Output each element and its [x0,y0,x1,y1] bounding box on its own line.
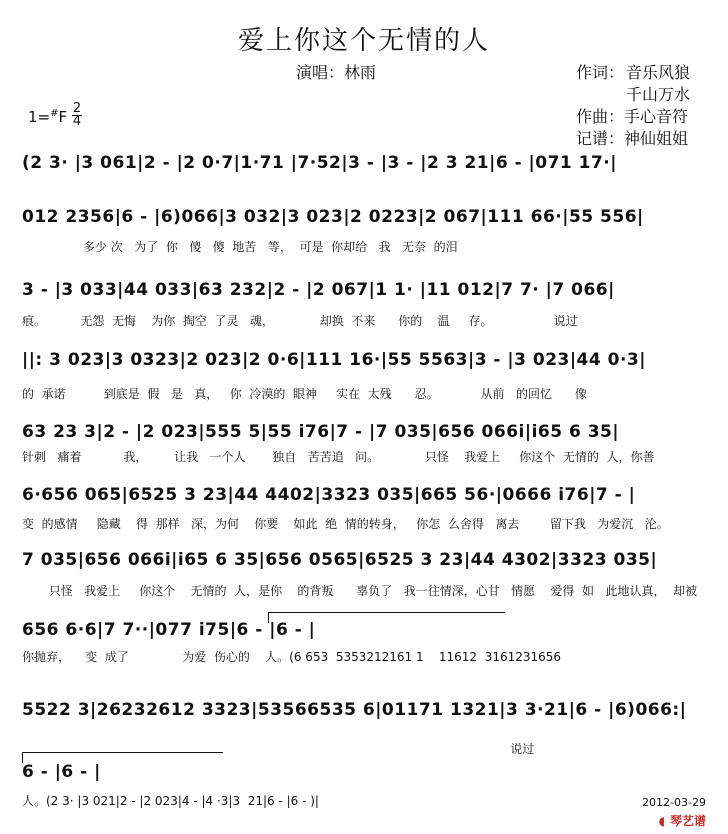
transcriber: 记谱：神仙姐姐 [576,129,689,148]
singer: 演唱：林雨 [296,63,377,82]
logo-icon: ◖ [658,814,666,828]
lyricist-label: 作词： [576,63,625,82]
volta-bracket-1 [268,612,505,623]
key-note: F [58,108,68,126]
key-sharp: # [50,108,59,119]
notes-row-4: ||: 3 023|3 0323|2 023|2 0·6|111 16·|55 5563|3 - |3 023|44 0·3| [22,350,646,370]
score-row-1 [22,153,704,177]
key-signature [28,108,67,126]
lyricist-2: 千山万水 [626,85,691,104]
key-label: 1= [28,108,51,126]
notes-row-2: 012 2356|6 - |6)066|3 032|3 023|2 0223|2 067|111 66·|55 556| [22,207,644,227]
score-row-2 [22,207,704,231]
lyrics-row-2: 多少 次 为了 你 傻 傻 地苦 等， 可是 你却给 我 无奈 的泪 [22,240,458,254]
lyricist-1: 音乐风狼 [626,63,691,82]
notes-row-8: 656 6·6|7 7··|077 i75|6 - |6 - | [22,620,316,640]
notes-row-3: 3 - |3 033|44 033|63 232|2 - |2 067|1 1· |11 012|7 7· |7 066| [22,280,615,300]
score-row-6 [22,485,704,509]
site-name: 琴艺谱 [669,814,706,828]
notes-row-1: (2 3· |3 061|2 - |2 0·7|1·71 |7·52|3 - |3 - |2 3 21|6 - |071 17·| [22,153,617,173]
score-row-9 [22,700,704,724]
lyrics-row-8: 你抛弃， 变 成了 为爱 伤心的 人。(6 653 5353212161 1 11612 3161231656 [22,650,562,664]
song-title: 爱上你这个无情的人 [237,26,490,56]
lyrics-row-5: 针刺 痛着 我， 让我 一个人 独自 苦苦追 问。 只怪 我爱上 你这个 无情的 人，你善 [22,450,655,464]
meter-top: 2 [72,101,82,116]
lyrics-row-4: 的 承诺 到底是 假 是 真， 你 冷漠的 眼神 实在 太残 忍。 从前 的回忆 像 [22,387,587,401]
score-row-3 [22,280,704,304]
site-logo [659,812,706,829]
notes-row-7: 7 035|656 066i|i65 6 35|656 0565|6525 3 23|44 4302|3323 035| [22,550,658,570]
meter-bottom: 4 [72,114,82,129]
score-row-8 [22,620,704,644]
score-row-4 [22,350,704,374]
notes-row-6: 6·656 065|6525 3 23|44 4402|3323 035|665 56·|0666 i76|7 - | [22,485,636,505]
composer: 作曲：手心音符 [576,107,689,126]
notes-row-5: 63 23 3|2 - |2 023|555 5|55 i76|7 - |7 035|656 066i|i65 6 35| [22,422,620,442]
notes-row-10: 6 - |6 - | [22,762,101,782]
score-row-7 [22,550,704,574]
lyrics-row-10: 人。(2 3· |3 021|2 - |2 023|4 - |4 ·3|3 21|6 - |6 - )| [22,794,319,808]
lyrics-row-6: 变 的感情 隐藏 得 那样 深，为何 你要 如此 绝 情的转身， 你怎 么舍得 离去 留下我 为爱沉 沦。 [22,517,669,531]
score-row-5 [22,422,704,446]
lyrics-row-9: 说过 [22,742,535,756]
date-stamp: 2012-03-29 [642,796,706,809]
notes-row-9: 5522 3|26232612 3323|53566535 6|01171 1321|3 3·21|6 - |6)066:| [22,700,687,720]
score-row-10 [22,762,704,786]
time-signature [72,103,82,128]
lyrics-row-3: 痕。 无怨 无悔 为你 掏空 了灵 魂， 却换 不来 你的 温 存。 说过 [22,314,578,328]
lyrics-row-7: 只怪 我爱上 你这个 无情的 人，是你 的背叛 辜负了 我一往情深，心甘 情愿 爱得 如 此地认真， 却被 [22,584,698,598]
